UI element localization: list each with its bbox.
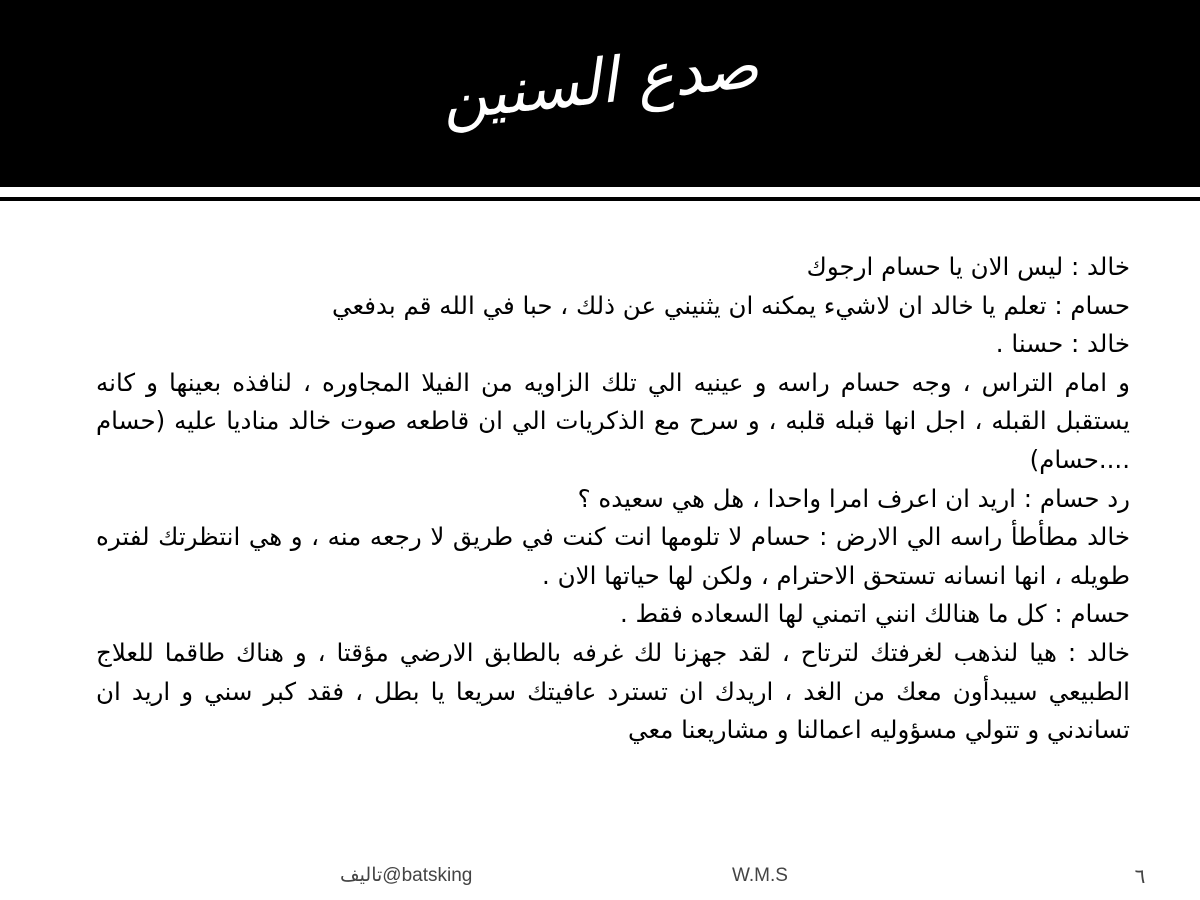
- footer-mark: W.M.S: [732, 865, 788, 886]
- footer-author: تاليف@batsking: [340, 865, 473, 886]
- page-number: ٦: [1134, 864, 1146, 888]
- slide-title: صدع السنين: [438, 28, 762, 135]
- dialogue-line: حسام : كل ما هنالك انني اتمني لها السعاده فقط .: [619, 599, 1130, 629]
- narration-paragraph: و امام التراس ، وجه حسام راسه و عينيه الي تلك الزاويه من الفيلا المجاوره ، لنافذه بعينها و كانه يستقبل القبله ، اجل انها قبله قلبه ، و سرح مع الذكريات الي ان قاطعه صوت خالد مناديا عليه (حسام ....حسام): [96, 367, 1130, 474]
- dialogue-line: حسام : تعلم يا خالد ان لاشيء يمكنه ان يثنيني عن ذلك ، حبا في الله قم بدفعي: [332, 290, 1130, 320]
- dialogue-line: خالد : حسنا .: [995, 329, 1130, 359]
- dialogue-line: خالد : هيا لنذهب لغرفتك لترتاح ، لقد جهزنا لك غرفه بالطابق الارضي مؤقتا ، و هناك طاقما للعلاج الطبيعي سيبدأون معك من الغد ، اريدك ان تسترد عافيتك سريعا يا بطل ، فقد كبر سني و اريد ان تساندني و تتولي مسؤوليه اعمالنا و مشاريعنا معي: [96, 637, 1130, 745]
- header-divider: [0, 197, 1200, 201]
- dialogue-line: خالد مطأطأ راسه الي الارض : حسام لا تلومها انت كنت في طريق لا رجعه منه ، و هي انتظرتك لفتره طويله ، انها انسانه تستحق الاحترام ، ولكن لها حياتها الان .: [96, 522, 1130, 590]
- dialogue-line: رد حسام : اريد ان اعرف امرا واحدا ، هل هي سعيده ؟: [577, 483, 1130, 513]
- slide-body: [96, 248, 1130, 750]
- dialogue-line: خالد : ليس الان يا حسام ارجوك: [806, 252, 1130, 281]
